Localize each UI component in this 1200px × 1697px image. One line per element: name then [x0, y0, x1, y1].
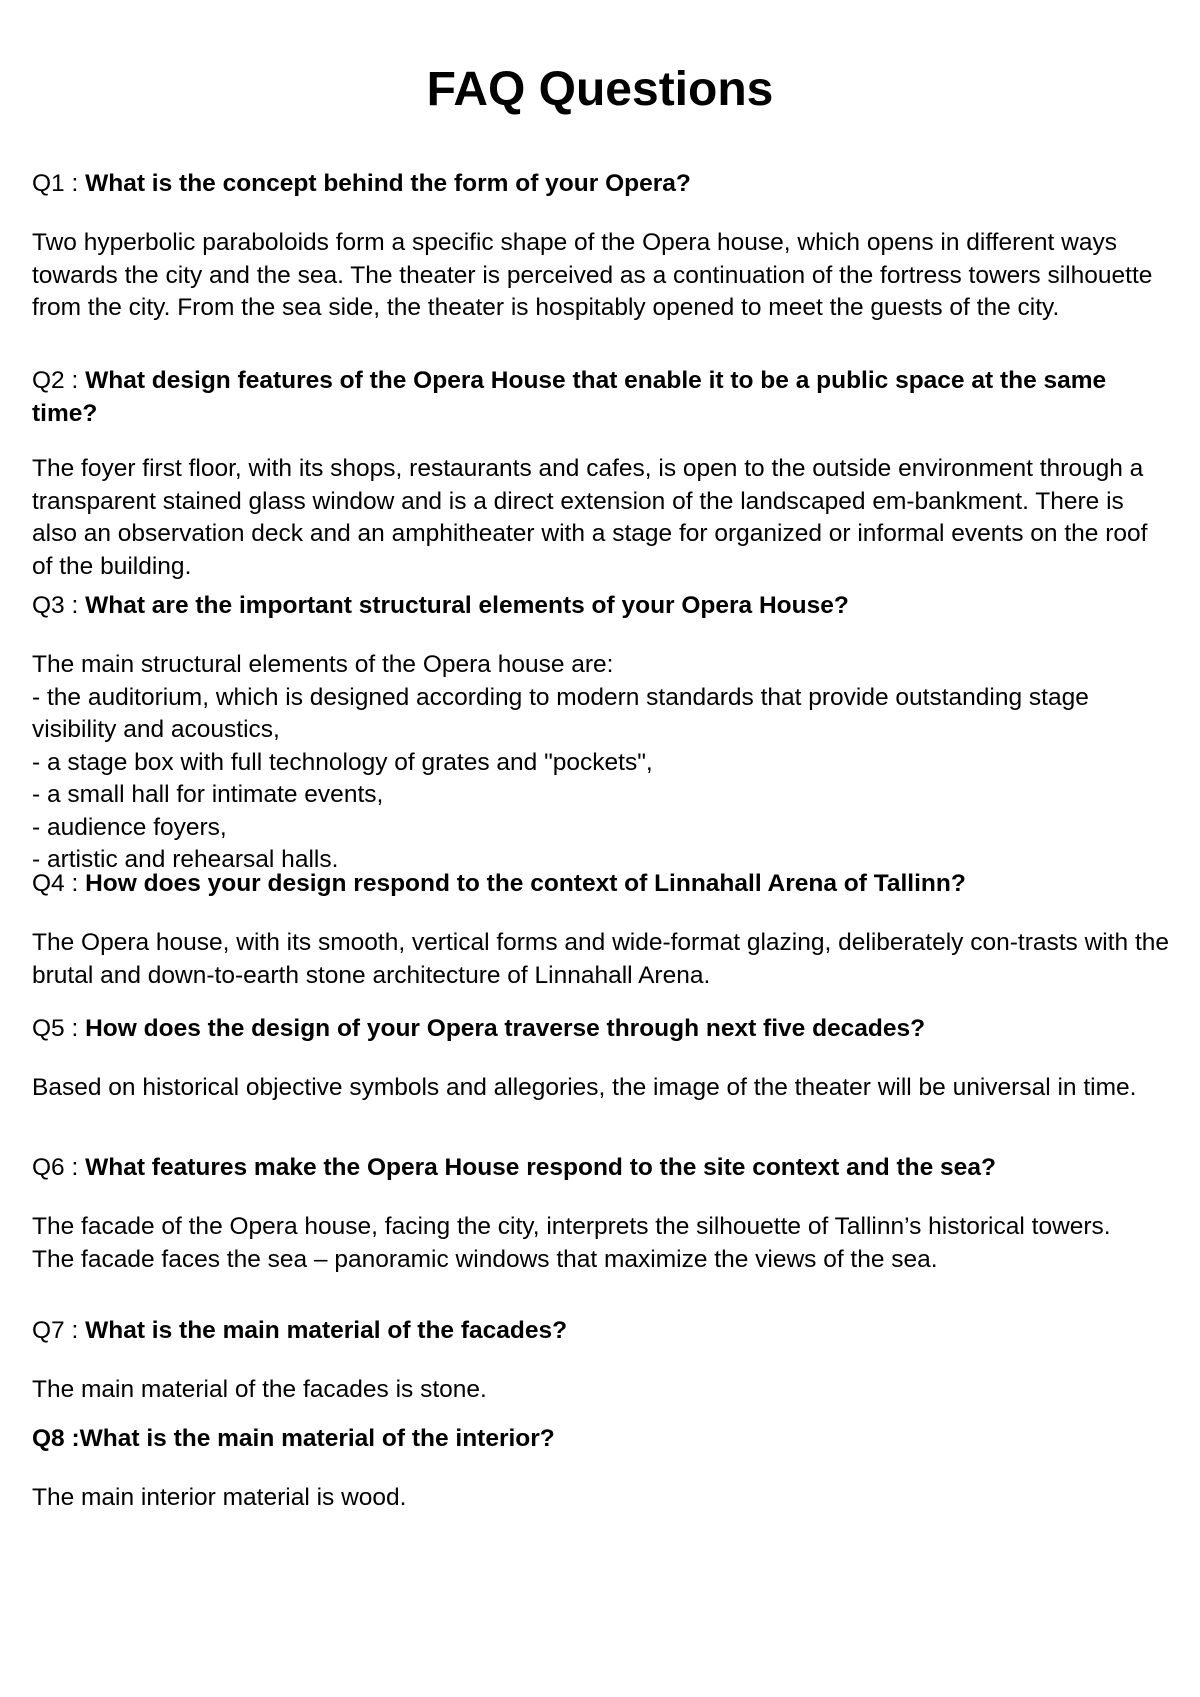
answer-3-line: - a stage box with full technology of grates and "pockets",: [32, 748, 653, 776]
question-5: [32, 1013, 1172, 1046]
answer-8: [32, 1482, 1172, 1515]
question-2-number: Q2 :: [32, 367, 86, 394]
question-3: [32, 590, 1172, 623]
answer-2-paragraph: The foyer first floor, with its shops, restaurants and cafes, is open to the outside environment through a transparent stained glass window and is a direct extension of the landscaped em-bankment. There is also an observation deck and an amphitheater with a stage for organized or informal events on the roof of the building.: [32, 455, 1148, 580]
question-7-text: What is the main material of the facades?: [85, 1317, 568, 1344]
question-6-text: What features make the Opera House respond to the site context and the sea?: [85, 1154, 996, 1181]
answer-6-line: The facade faces the sea – panoramic windows that maximize the views of the sea.: [32, 1245, 938, 1273]
question-6-number: Q6 :: [32, 1154, 86, 1181]
question-4-text: How does your design respond to the context of Linnahall Arena of Tallinn?: [85, 870, 966, 897]
question-8: [32, 1423, 1172, 1456]
question-7: [32, 1315, 1172, 1348]
question-1-number: Q1 :: [32, 170, 86, 197]
question-8-text: What is the main material of the interior?: [79, 1425, 555, 1452]
answer-6-line: The facade of the Opera house, facing the city, interprets the silhouette of Tallinn’s historical towers.: [32, 1213, 1111, 1240]
answer-3: [32, 649, 1172, 877]
question-8-number: Q8 :: [32, 1425, 80, 1452]
question-5-number: Q5 :: [32, 1015, 86, 1042]
question-2-text: What design features of the Opera House that enable it to be a public space at the same time?: [32, 367, 1107, 427]
question-4: [32, 868, 1172, 901]
answer-4: [32, 927, 1172, 992]
question-7-number: Q7 :: [32, 1317, 86, 1344]
answer-3-line: - a small hall for intimate events,: [32, 781, 384, 808]
page-title: FAQ Questions: [426, 63, 774, 116]
answer-3-line: - the auditorium, which is designed according to modern standards that provide outstanding stage visibility and acoustics,: [32, 683, 1089, 743]
question-4-number: Q4 :: [32, 870, 86, 897]
question-5-text: How does the design of your Opera traverse through next five decades?: [85, 1015, 926, 1042]
question-3-text: What are the important structural elements of your Opera House?: [85, 592, 849, 619]
answer-5-paragraph: Based on historical objective symbols and allegories, the image of the theater will be universal in time.: [32, 1074, 1137, 1101]
answer-2: [32, 453, 1172, 583]
answer-7-paragraph: The main material of the facades is stone.: [32, 1376, 487, 1403]
answer-3-line: - artistic and rehearsal halls.: [32, 846, 339, 873]
question-3-number: Q3 :: [32, 592, 86, 619]
answer-3-line: - audience foyers,: [32, 813, 227, 841]
answer-1-paragraph: Two hyperbolic paraboloids form a specific shape of the Opera house, which opens in different ways towards the city and the sea. The theater is perceived as a continuation of the fortress towers silhouette from the city. From the sea side, the theater is hospitably opened to meet the guests of the city.: [32, 229, 1153, 321]
answer-5: [32, 1072, 1172, 1105]
question-1-text: What is the concept behind the form of your Opera?: [85, 170, 691, 197]
answer-6: [32, 1211, 1172, 1276]
answer-3-line: The main structural elements of the Opera house are:: [32, 651, 614, 678]
question-6: [32, 1152, 1172, 1185]
answer-4-paragraph: The Opera house, with its smooth, vertical forms and wide-format glazing, deliberately con-trasts with the brutal and down-to-earth stone architecture of Linnahall Arena.: [32, 929, 1170, 989]
answer-1: [32, 227, 1172, 325]
question-1: [32, 168, 1172, 201]
question-2: [32, 365, 1172, 430]
answer-7: [32, 1374, 1172, 1407]
answer-8-paragraph: The main interior material is wood.: [32, 1484, 407, 1511]
